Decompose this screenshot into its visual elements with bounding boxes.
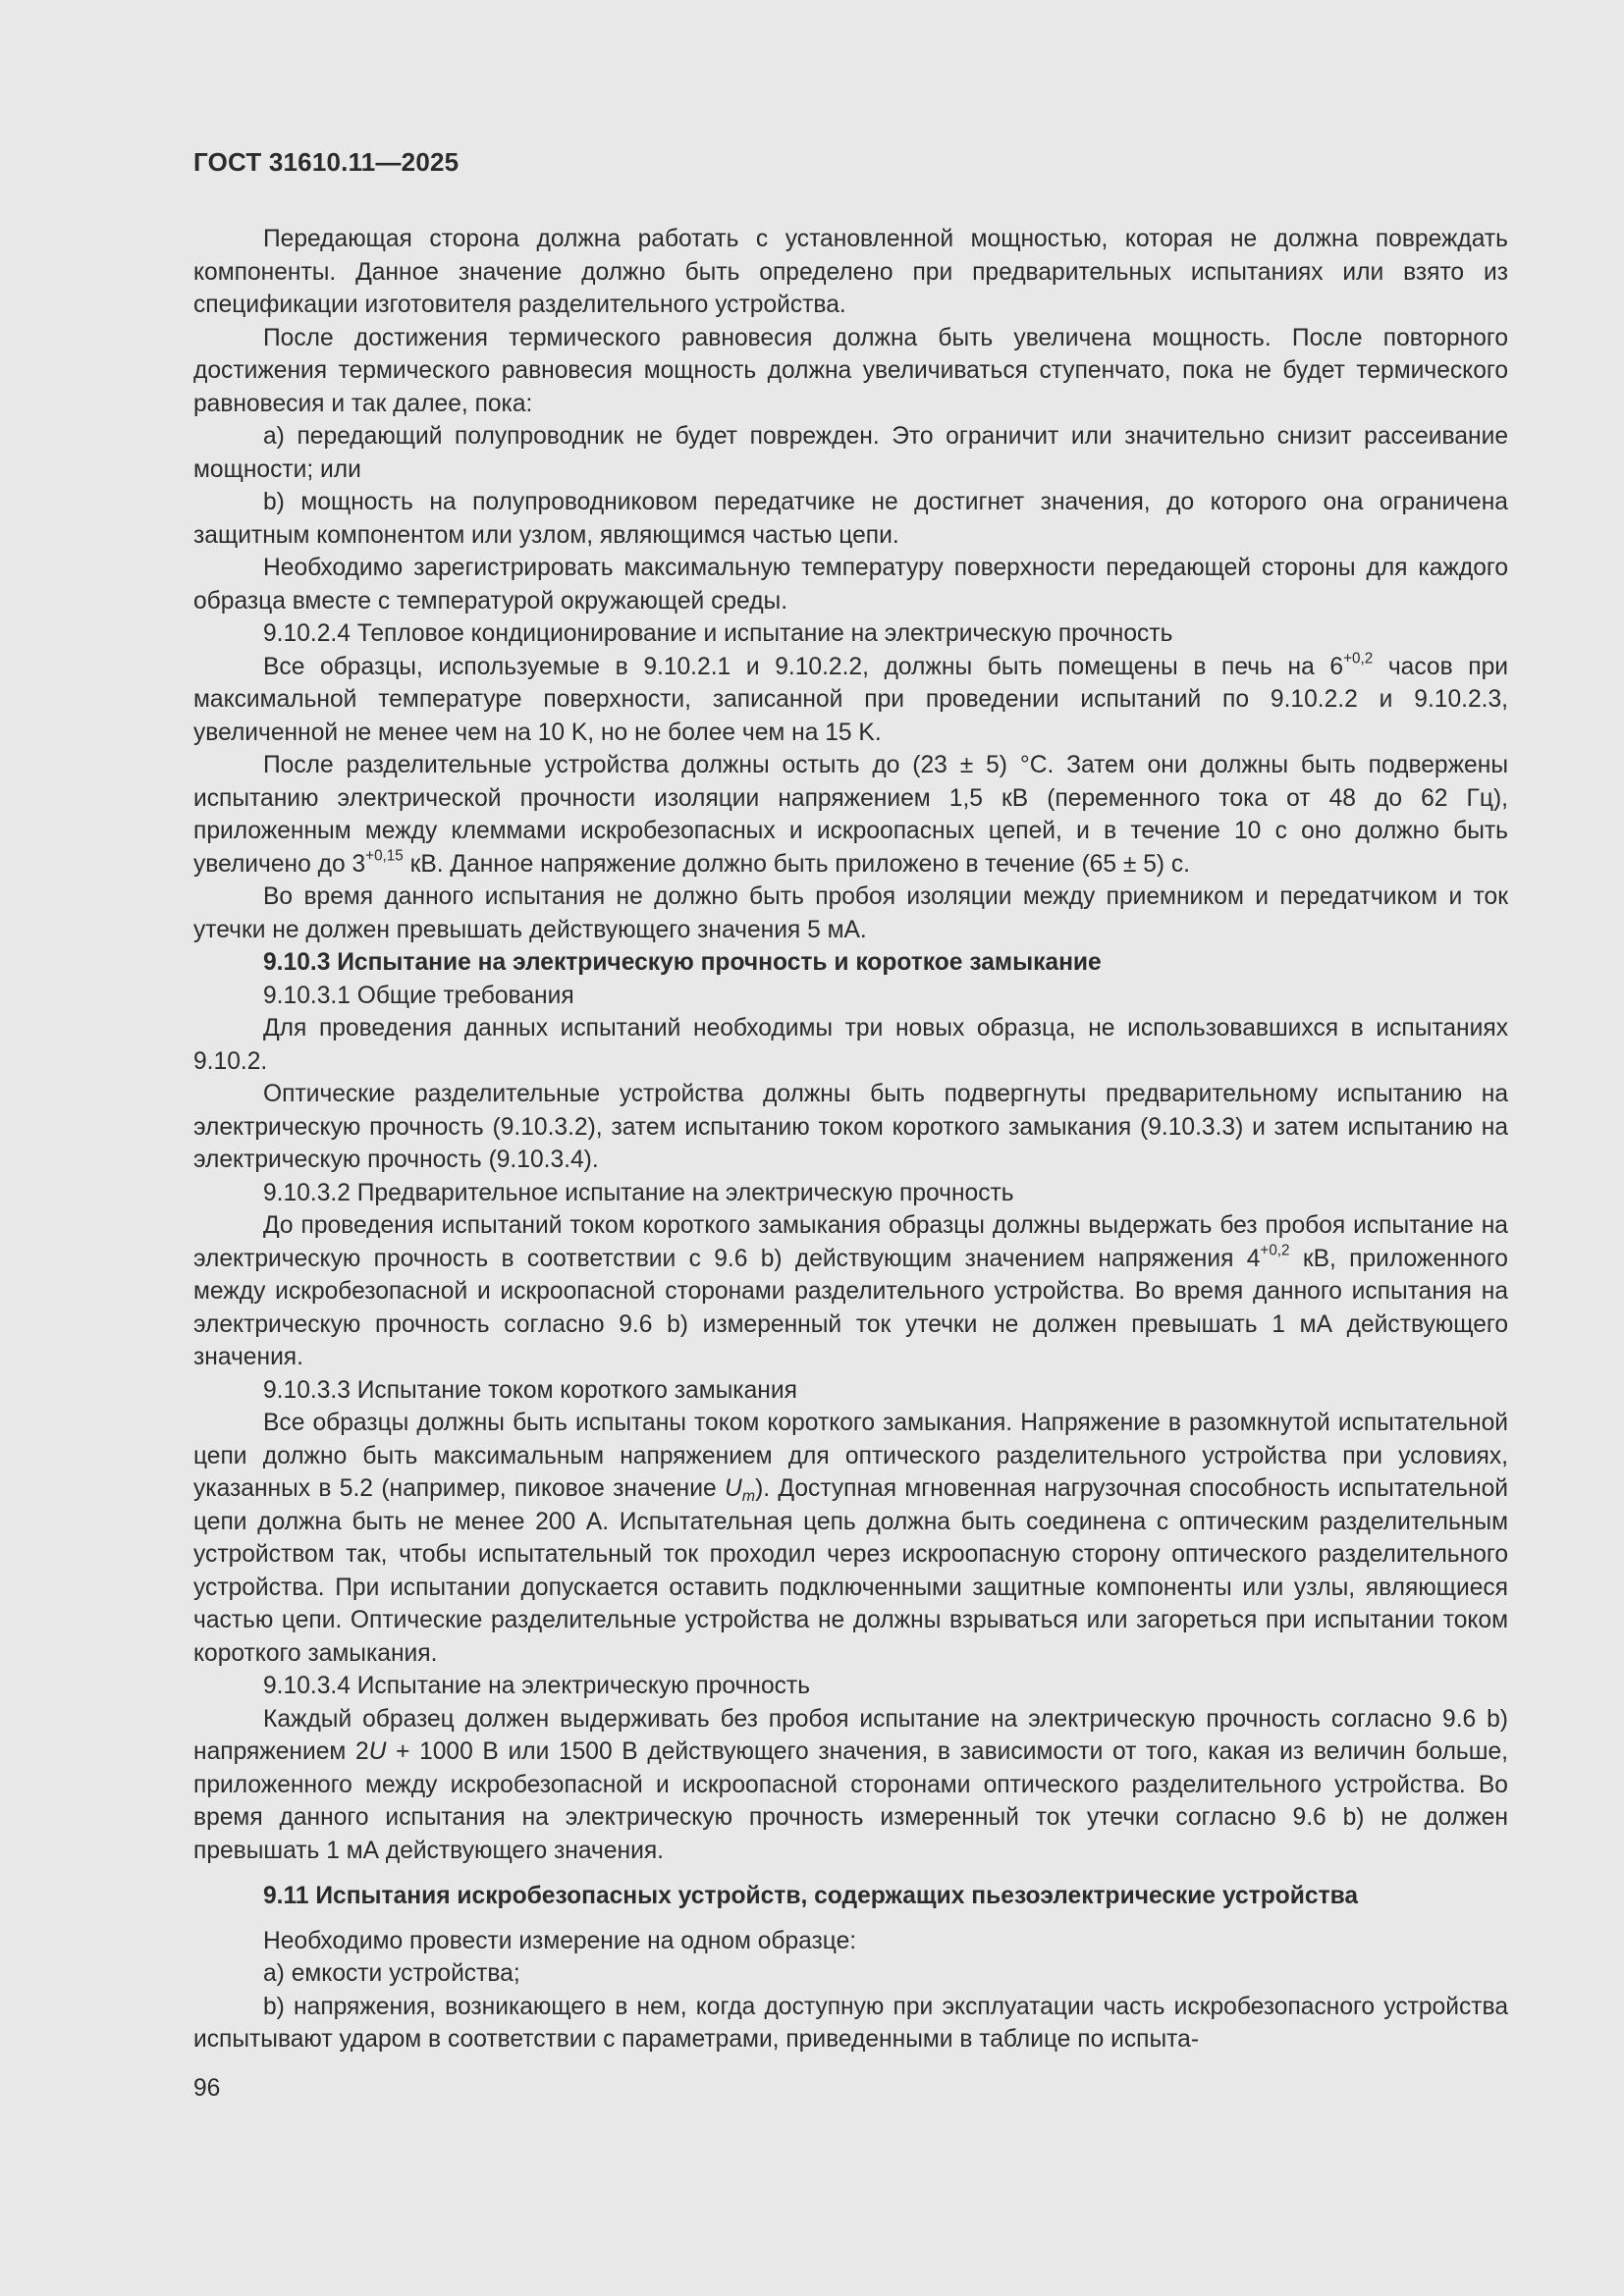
list-item: b) мощность на полупроводниковом передатчике не достигнет значения, до которого она ограничена защитным компонентом или узлом, являющимся частью цепи.: [193, 489, 1508, 549]
variable: U: [724, 1475, 742, 1502]
text-run: Все образцы, используемые в 9.10.2.1 и 9.10.2.2, должны быть помещены в печь на 6: [263, 653, 1344, 680]
text-run: Каждый образец должен выдерживать без пробоя испытание на электрическую прочность согласно 9.6 b) напряжением 2: [193, 1705, 1508, 1765]
section-heading: 9.10.3 Испытание на электрическую прочность и короткое замыкание: [263, 949, 1102, 976]
paragraph: [193, 1407, 1508, 1670]
superscript: +0,2: [1260, 1242, 1290, 1259]
text-run: Все образцы должны быть испытаны током короткого замыкания. Напряжение в разомкнутой испытательной цепи должно быть максимальным напряжением для оптического разделительного устройства при условиях, указанных в 5.2 (например, пиковое значение: [193, 1410, 1508, 1502]
text-run: + 1000 В или 1500 В действующего значения, в зависимости от того, какая из величин больше, приложенного между искробезопасной и искроопасной сторонами оптического разделительного устройства. Во время данного испытания на электрическую прочность измеренный ток утечки согласно 9.6 b) не должен превышать 1 мА действующего значения.: [193, 1738, 1508, 1864]
paragraph: Необходимо зарегистрировать максимальную температуру поверхности передающей стороны для каждого образца вместе с температурой окружающей среды.: [193, 555, 1508, 614]
paragraph: [193, 1703, 1508, 1868]
subsection-heading: 9.10.2.4 Тепловое кондиционирование и испытание на электрическую прочность: [263, 620, 1173, 647]
text-run: ). Доступная мгновенная нагрузочная способность испытательной цепи должна быть не менее 200 А. Испытательная цепь должна быть соединена с оптическим разделительным устройством так, чтобы испытательный ток проходил через искроопасную сторону оптического разделительного устройства. При испытании допускается оставить подключенными защитные компоненты или узлы, являющиеся частью цепи. Оптические разделительные устройства не должны взрываться или загореться при испытании током короткого замыкания.: [193, 1475, 1508, 1667]
paragraph: [193, 1209, 1508, 1374]
paragraph: Во время данного испытания не должно быть пробоя изоляции между приемником и передатчиком и ток утечки не должен превышать действующего значения 5 мА.: [193, 883, 1508, 943]
list-item: b) напряжения, возникающего в нем, когда доступную при эксплуатации часть искробезопасного устройства испытывают ударом в соответствии с параметрами, приведенными в таблице по испыта-: [193, 1993, 1508, 2053]
superscript: +0,15: [365, 847, 404, 865]
paragraph: После достижения термического равновесия должна быть увеличена мощность. После повторного достижения термического равновесия мощность должна увеличиваться ступенчато, пока не будет термического равновесия и так далее, пока:: [193, 324, 1508, 417]
text-run: кВ, приложенного между искробезопасной и искроопасной сторонами разделительного устройства. Во время данного испытания на электрическую прочность согласно 9.6 b) измеренный ток утечки не должен превышать 1 мА действующего значения.: [193, 1245, 1508, 1370]
paragraph: Оптические разделительные устройства должны быть подвергнуты предварительному испытанию на электрическую прочность (9.10.3.2), затем испытанию током короткого замыкания (9.10.3.3) и затем испытанию на электрическую прочность (9.10.3.4).: [193, 1081, 1508, 1173]
paragraph: Для проведения данных испытаний необходимы три новых образца, не использовавшихся в испытаниях 9.10.2.: [193, 1015, 1508, 1075]
list-item: a) емкости устройства;: [263, 1960, 520, 1987]
subsection-heading: 9.10.3.4 Испытание на электрическую прочность: [263, 1673, 811, 1699]
subsection-heading: 9.10.3.1 Общие требования: [263, 982, 574, 1009]
paragraph: Передающая сторона должна работать с установленной мощностью, которая не должна повреждать компоненты. Данное значение должно быть определено при предварительных испытаниях или взято из спецификации изготовителя разделительного устройства.: [193, 226, 1508, 318]
paragraph: [193, 749, 1508, 881]
section-heading: 9.11 Испытания искробезопасных устройств, содержащих пьезоэлектрические устройства: [263, 1883, 1359, 1909]
paragraph: Необходимо провести измерение на одном образце:: [263, 1927, 857, 1954]
document-header: ГОСТ 31610.11—2025: [193, 147, 460, 177]
variable-subscript: m: [741, 1487, 756, 1505]
text-run: После разделительные устройства должны остыть до (23 ± 5) °C. Затем они должны быть подвержены испытанию электрической прочности изоляции напряжением 1,5 кВ (переменного тока от 48 до 62 Гц), приложенным между клеммами искробезопасных и искроопасных цепей, и в течение 10 с оно должно быть увеличено до 3: [193, 752, 1508, 878]
variable: U: [368, 1738, 387, 1765]
page-number: 96: [193, 2075, 221, 2102]
subsection-heading: 9.10.3.3 Испытание током короткого замыкания: [263, 1376, 797, 1404]
list-item: a) передающий полупроводник не будет поврежден. Это ограничит или значительно снизит рассеивание мощности; или: [193, 423, 1508, 483]
text-run: кВ. Данное напряжение должно быть приложено в течение (65 ± 5) с.: [403, 850, 1191, 878]
text-run: До проведения испытаний током короткого замыкания образцы должны выдержать без пробоя испытание на электрическую прочность в соответствии с 9.6 b) действующим значением напряжения 4: [193, 1212, 1508, 1272]
paragraph: [193, 651, 1508, 750]
subsection-heading: 9.10.3.2 Предварительное испытание на электрическую прочность: [263, 1179, 1014, 1206]
document-body: [193, 223, 1508, 2056]
text-run: часов при максимальной температуре поверхности, записанной при проведении испытаний по 9.10.2.2 и 9.10.2.3, увеличенной не менее чем на 10 K, но не более чем на 15 K.: [193, 653, 1509, 746]
superscript: +0,2: [1343, 650, 1374, 667]
subscript: [742, 1488, 755, 1505]
